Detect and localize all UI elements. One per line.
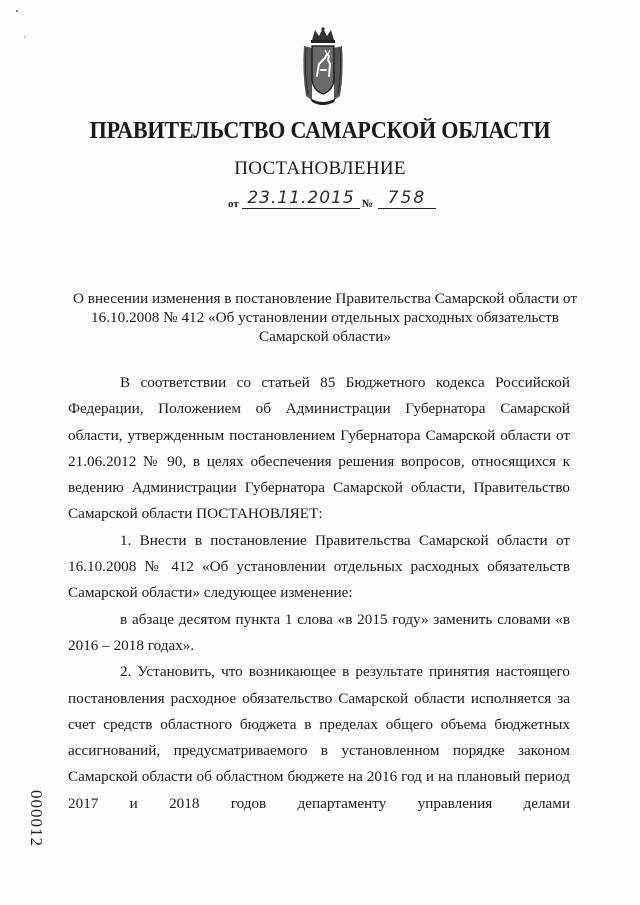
item-2-paragraph: 2. Установить, что возникающее в результате принятия настоящего постановления расходное обязательство Самарской области исполняется за счет средств областного бюджета в пределах общего объема бюджетных ассигнований, предусматриваемого в установленном порядке законом Самарской области об областном бюджете на 2016 год и на плановый период 2017 и 2018 годов департаменту управления делами [68,663,570,812]
date-value: 23.11.2015 [242,188,360,209]
document-type: ПОСТАНОВЛЕНИЕ [234,158,406,179]
scan-speck [24,36,25,37]
date-label: от [228,198,239,210]
number-label: № [362,198,374,210]
coat-of-arms-icon [298,26,348,106]
date-number-line [228,188,438,212]
government-title: ПРАВИТЕЛЬСТВО САМАРСКОЙ ОБЛАСТИ [89,118,551,144]
item-1-paragraph: 1. Внести в постановление Правительства Самарской области от 16.10.2008 № 412 «Об установлении отдельных расходных обязательств Самарской области» следующее изменение: [68,531,570,602]
document-subject: О внесении изменения в постановление Правительства Самарской области от 16.10.2008 № 412 «Об установлении отдельных расходных обязательств Самарской области» [73,290,577,345]
preamble-paragraph: В соответствии со статьей 85 Бюджетного кодекса Российской Федерации, Положением об Администрации Губернатора Самарской области, утвержденным постановлением Губернатора Самарской области от 21.06.2012 № 90, в целях обеспечения решения вопросов, относящихся к ведению Администрации Губернатора Самарской области, Правительство Самарской области ПОСТАНОВЛЯЕТ: [68,374,570,523]
scan-speck [16,10,18,12]
document-body [68,370,570,817]
page-stamp-number: 000012 [27,790,46,847]
item-1-change-paragraph: в абзаце десятом пункта 1 слова «в 2015 году» заменить словами «в 2016 – 2018 годах». [68,610,570,654]
number-value: 758 [378,188,436,209]
